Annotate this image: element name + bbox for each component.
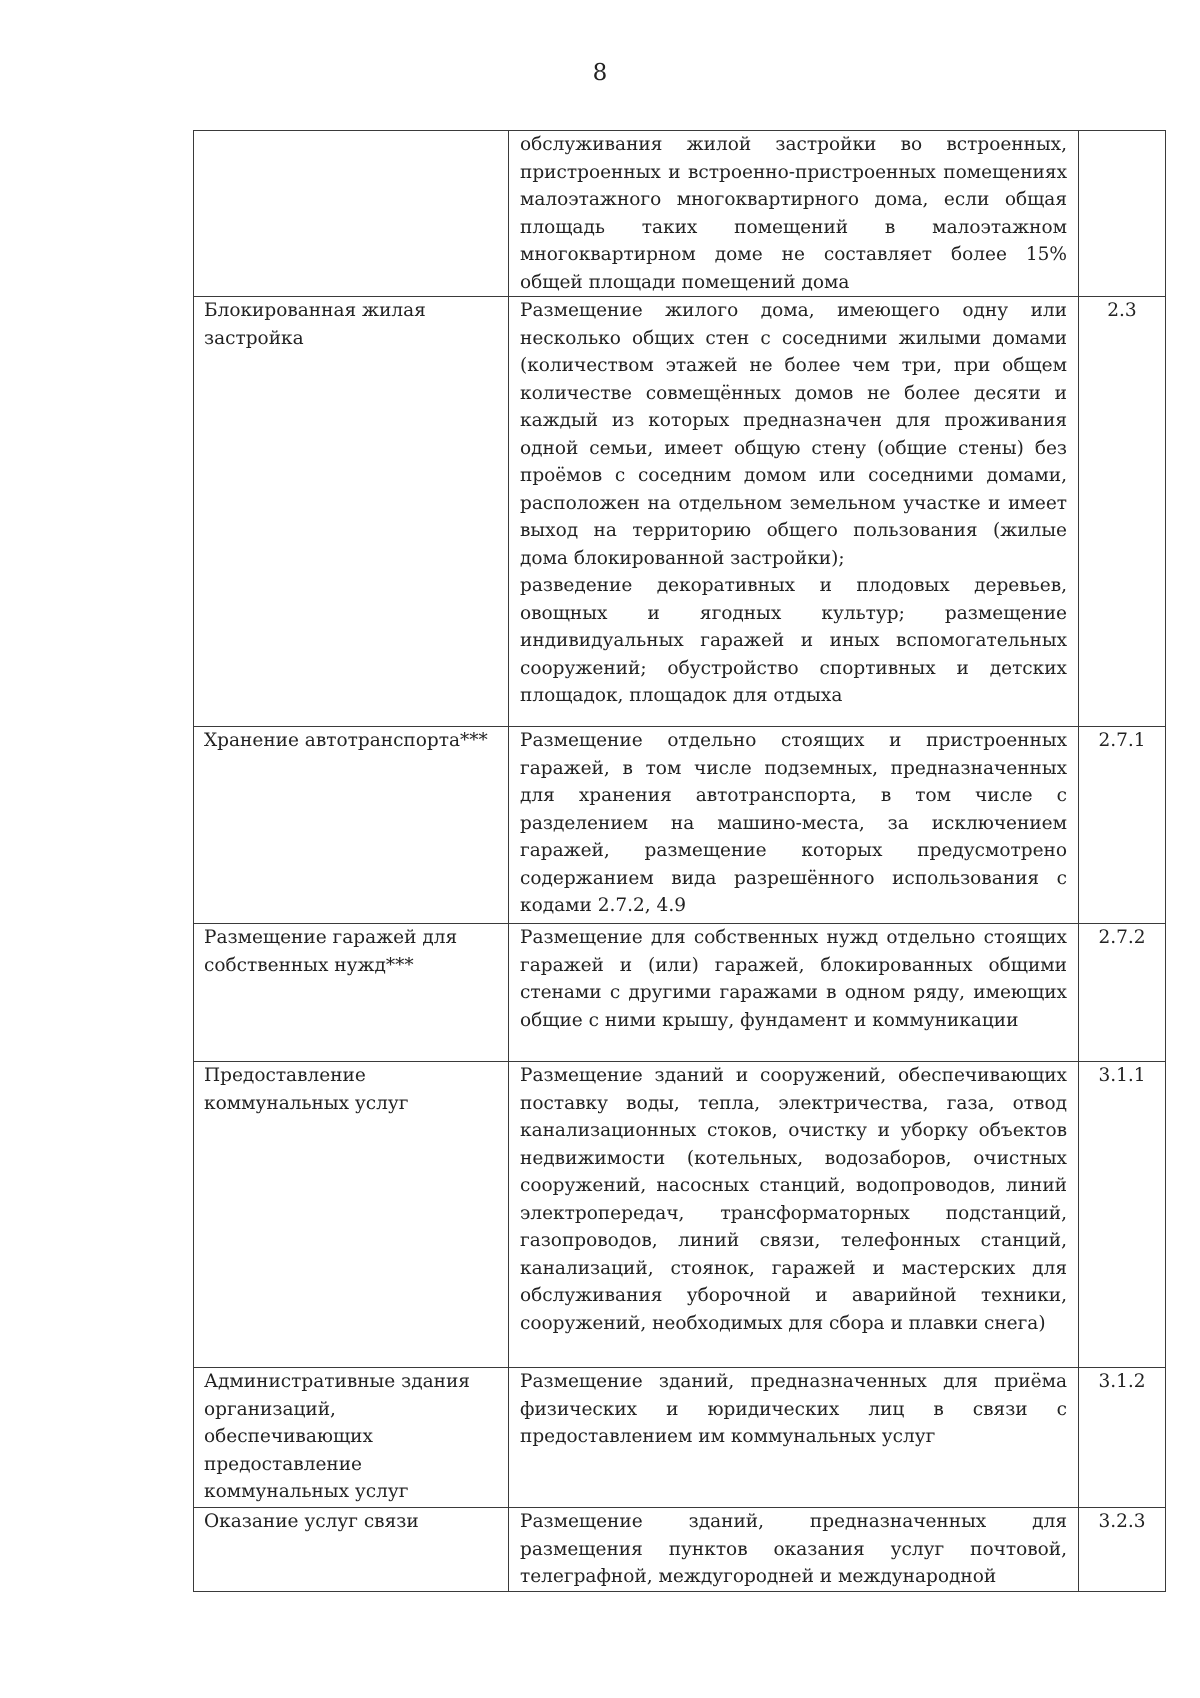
table-row [194, 131, 1166, 297]
use-code-cell: 2.3 [1079, 297, 1166, 727]
description-paragraph: Размещение зданий, предназначенных для приёма физических и юридических лиц в связи с предоставлением им коммунальных услуг [520, 1371, 1067, 1447]
use-name-cell: Предоставление коммунальных услуг [194, 1062, 509, 1368]
description-paragraph: Размещение зданий, предназначенных для размещения пунктов оказания услуг почтовой, телеграфной, междугородней и международной [520, 1511, 1067, 1587]
use-description-cell [509, 131, 1079, 297]
use-code-cell: 2.7.2 [1079, 924, 1166, 1062]
use-description-cell [509, 297, 1079, 727]
land-use-table [193, 130, 1166, 1592]
page-number: 8 [592, 60, 608, 86]
use-description-cell [509, 1368, 1079, 1508]
use-name-cell: Блокированная жилая застройка [194, 297, 509, 727]
use-code-cell [1079, 131, 1166, 297]
description-paragraph: Размещение зданий и сооружений, обеспечивающих поставку воды, тепла, электричества, газа, отвод канализационных стоков, очистку и уборку объектов недвижимости (котельных, водозаборов, очистных сооружений, насосных станций, водопроводов, линий электропередач, трансформаторных подстанций, газопроводов, линий связи, телефонных станций, канализаций, стоянок, гаражей и мастерских для обслуживания уборочной и аварийной техники, сооружений, необходимых для сбора и плавки снега) [520, 1065, 1067, 1334]
use-name-cell [194, 131, 509, 297]
table-row [194, 924, 1166, 1062]
use-code-cell: 3.1.2 [1079, 1368, 1166, 1508]
table-row [194, 1368, 1166, 1508]
description-paragraph: Размещение отдельно стоящих и пристроенных гаражей, в том числе подземных, предназначенных для хранения автотранспорта, в том числе с разделением на машино-места, за исключением гаражей, размещение которых предусмотрено содержанием вида разрешённого использования с кодами 2.7.2, 4.9 [520, 730, 1067, 916]
use-name-cell: Административные здания организаций, обеспечивающих предоставление коммунальных услуг [194, 1368, 509, 1508]
use-description-cell [509, 727, 1079, 924]
use-name-cell: Оказание услуг связи [194, 1508, 509, 1592]
table-row [194, 727, 1166, 924]
table-row [194, 297, 1166, 727]
use-description-cell [509, 924, 1079, 1062]
table-row [194, 1508, 1166, 1592]
use-name-cell: Размещение гаражей для собственных нужд*** [194, 924, 509, 1062]
table-row [194, 1062, 1166, 1368]
use-code-cell: 3.1.1 [1079, 1062, 1166, 1368]
use-name-cell: Хранение автотранспорта*** [194, 727, 509, 924]
use-code-cell: 2.7.1 [1079, 727, 1166, 924]
description-paragraph: обслуживания жилой застройки во встроенных, пристроенных и встроенно-пристроенных помещениях малоэтажного многоквартирного дома, если общая площадь таких помещений в малоэтажном многоквартирном доме не составляет более 15% общей площади помещений дома [520, 134, 1067, 293]
use-description-cell [509, 1062, 1079, 1368]
use-description-cell [509, 1508, 1079, 1592]
description-paragraph: Размещение для собственных нужд отдельно стоящих гаражей и (или) гаражей, блокированных общими стенами с другими гаражами в одном ряду, имеющих общие с ними крышу, фундамент и коммуникации [520, 927, 1067, 1031]
use-code-cell: 3.2.3 [1079, 1508, 1166, 1592]
description-paragraph: разведение декоративных и плодовых деревьев, овощных и ягодных культур; размещение индивидуальных гаражей и иных вспомогательных сооружений; обустройство спортивных и детских площадок, площадок для отдыха [520, 575, 1067, 706]
description-paragraph: Размещение жилого дома, имеющего одну или несколько общих стен с соседними жилыми домами (количеством этажей не более чем три, при общем количестве совмещённых домов не более десяти и каждый из которых предназначен для проживания одной семьи, имеет общую стену (общие стены) без проёмов с соседним домом или соседними домами, расположен на отдельном земельном участке и имеет выход на территорию общего пользования (жилые дома блокированной застройки); [520, 300, 1067, 569]
